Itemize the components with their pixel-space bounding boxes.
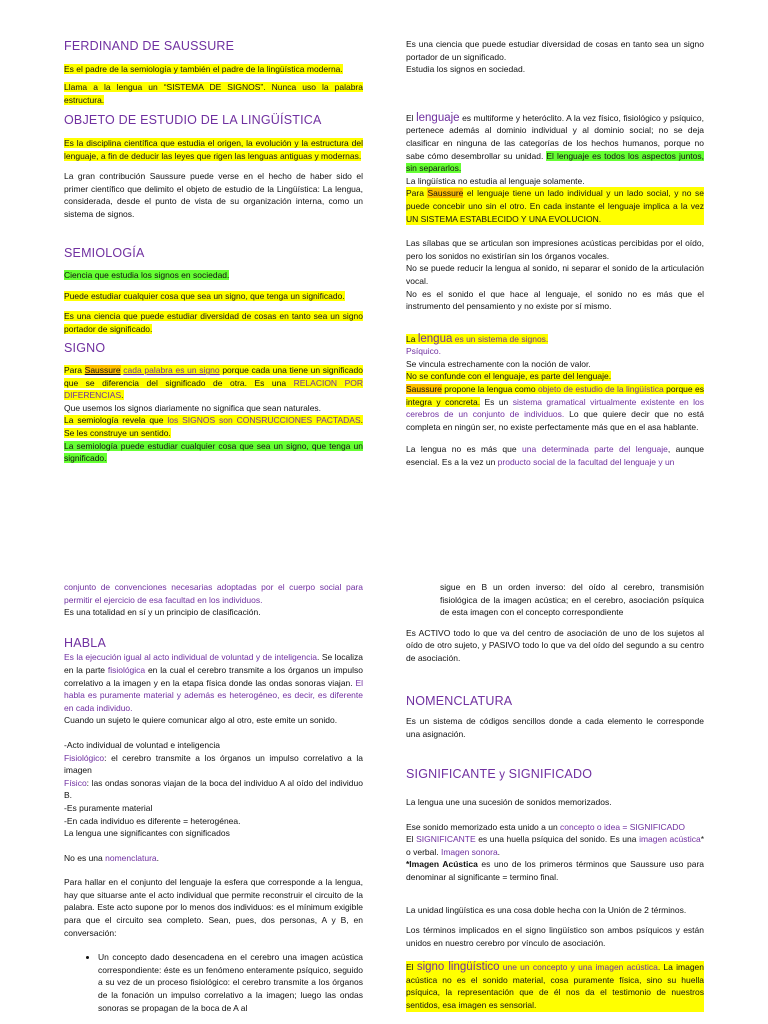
significante-para-5: La unidad lingüística es una cosa doble hecha con la Unión de 2 términos. [406,904,687,915]
significante-para-2: Ese sonido memorizado esta unido a un concepto o idea = SIGNIFICADO [406,821,686,832]
circuito-list-item: • Un concepto dado desencadena en el cerebro una imagen acústica correspondiente: éste es un fenómeno enteramente psíquico, seguido a su vez de un proceso fisiológico: el cerebro transmite a los órganos de la fonación un impulso correlativo a la imagen; luego las ondas sonoras se propagan de la boca de A al [98,951,363,1014]
convenciones-para: conjunto de convenciones necesarias adoptadas por el cuerpo social para permitir el ejercicio de esa facultad en los individuos. [64,582,363,605]
lenguaje-block [406,112,704,225]
sonido-block [406,237,704,313]
habla-item-1: -Acto individual de voluntad e inteligencia [64,739,220,750]
saussure-para-2: Llama a la lengua un “SISTEMA DE SIGNOS”. Nunca uso la palabra estructura. [64,82,363,105]
significante-para-6: Los términos implicados en el signo lingüístico son ambos psíquicos y están unidos en nuestro cerebro por vínculo de asociación. [406,925,704,948]
significante-para-4: *Imagen Acústica es uno de los primeros términos que Saussure uso para denominar al significante = termino final. [406,859,704,882]
lengua-para-4: No se confunde con el lenguaje, es parte del lenguaje. [406,371,612,382]
circuito-continuation: sigue en B un orden inverso: del oído al cerebro, transmisión fisiológica de la imagen acústica; en el cerebro, asociación psíquica de esta imagen con el concepto correspondiente [440,582,704,618]
signo-para-2: Que usemos los signos diariamente no significa que sean naturales. [64,402,322,413]
habla-para-2: Cuando un sujeto le quiere comunicar algo al otro, este emite un sonido. [64,715,338,726]
habla-item-4: -Es puramente material [64,802,153,813]
semiologia-para-2: Puede estudiar cualquier cosa que sea un signo, que tenga un significado. [64,290,345,301]
objeto-para-1: Es la disciplina científica que estudia el origen, la evolución y la estructura del lenguaje, a fin de deducir las leyes que rigen las lenguas antiguas y modernas. [64,137,363,161]
habla-list [64,739,363,840]
signo-para-1: Para Saussure cada palabra es un signo porque cada una tiene un significado que se diferencia del significado de otra. Es una RELACION POR DIFERENCIAS. [64,365,363,401]
lenguaje-para-1: El lenguaje es multiforme y heteróclito. A la vez físico, fisiológico y psíquico, pertenece además al dominio individual y al dominio social; no se deja clasificar en ninguna de las categorías de los hechos humanos, porque no sabe cómo desembrollar su unidad. El lenguaje es todos los aspectos juntos, sin separarlos. [406,111,705,174]
left-bottom-column [64,581,363,1014]
semiologia-para-3: Es una ciencia que puede estudiar diversidad de cosas en tanto sea un signo portador de significado. [64,311,363,334]
heading-significante: SIGNIFICANTE y SIGNIFICADO [406,767,593,782]
heading-objeto: OBJETO DE ESTUDIO DE LA LINGÜÍSTICA [64,113,322,128]
lengua-para-6: La lengua no es más que una determinada parte del lenguaje, aunque esencial. Es a la vez un producto social de la facultad del lenguaje y un [406,444,704,468]
habla-item-6: La lengua une significantes con significados [64,828,230,839]
lengua-para-1: La lengua es un sistema de signos. [406,332,549,345]
right-intro-1: Es una ciencia que puede estudiar diversidad de cosas en tanto sea un signo portador de un significado. [406,39,704,62]
right-intro-2: Estudia los signos en sociedad. [406,64,526,75]
saussure-para-1: Es el padre de la semiología y también el padre de la lingüística moderna. [64,63,343,74]
significante-para-1: La lengua une una sucesión de sonidos memorizados. [406,796,612,807]
significante-para-3: El SIGNIFICANTE es una huella psíquica del sonido. Es una imagen acústica* o verbal. Imagen sonora. [406,834,704,857]
signo-para-3: La semiología revela que los SIGNOS son CONSRUCCIONES PACTADAS. Se les construye un sentido. [64,415,363,439]
semiologia-para-1: Ciencia que estudia los signos en sociedad. [64,270,230,281]
activo-pasivo-para: Es ACTIVO todo lo que va del centro de asociación de uno de los sujetos al oído de otro sujeto, y PASIVO todo lo que va del oído del segundo a su centro de asociación. [406,627,704,663]
objeto-para-2: La gran contribución Saussure puede verse en el hecho de haber sido el primer científico que delimito el objeto de estudio de la Lingüística: La lengua, considerada, desde el punto de vista de su organización interna, como un sistema de signos. [64,171,363,219]
habla-item-2: Fisiológico: el cerebro transmite a los órganos un impulso correlativo a la imagen [64,752,363,776]
circuito-list [64,951,363,1014]
lengua-para-3: Se vincula estrechamente con la noción de valor. [406,358,591,369]
lengua-block [406,333,704,469]
signo-linguistico-para: El signo lingüístico une un concepto y una imagen acústica. La imagen acústica no es el sonido material, cosa puramente física, sino su huella psíquica, la representación que de él nos da el testimonio de nuestros sentidos, esa imagen es sensorial. [406,961,705,1011]
heading-habla: HABLA [64,635,106,650]
lenguaje-para-2: La lingüística no estudia al lenguaje solamente. [406,175,585,186]
signo-para-4: La semiología puede estudiar cualquier cosa que sea un signo, que tenga un significado. [64,440,363,464]
signo-block [64,364,363,465]
right-top-column [406,38,704,469]
habla-item-5: -En cada individuo es diferente = heterogénea. [64,815,241,826]
left-top-column [64,40,363,465]
habla-item-3: Físico: las ondas sonoras viajan de la boca del individuo A al oído del individuo B. [64,777,363,801]
sonido-para-3: No es el sonido el que hace al lenguaje, el sonido no es más que el instrumento del pensamiento y no existe por sí mismo. [406,288,704,312]
heading-saussure: FERDINAND DE SAUSSURE [64,39,235,53]
lenguaje-para-3: Para Saussure el lenguaje tiene un lado individual y un lado social, y no se puede concebir uno sin el otro. En cada instante el lenguaje implica a la vez UN SISTEMA ESTABLECIDO Y UNA EVOLUCION. [406,188,704,224]
lengua-para-2: Psíquico. [406,346,441,357]
nomenclatura-note: No es una nomenclatura. [64,852,160,863]
circuito-para: Para hallar en el conjunto del lenguaje la esfera que corresponde a la lengua, hay que situarse ante el acto individual que permite reconstruir el circuito de la palabra. Este acto supone por lo menos dos individuos: es el mínimum exigible para que el circuito sea completo. Sean, pues, dos personas, A y B, en conversación: [64,877,363,938]
sonido-para-2: No se puede reducir la lengua al sonido, ni separar el sonido de la articulación vocal. [406,263,704,286]
heading-nomenclatura: NOMENCLATURA [406,693,513,708]
heading-semiologia: SEMIOLOGÍA [64,245,145,260]
sonido-para-1: Las sílabas que se articulan son impresiones acústicas percibidas por el oído, pero los sonidos no existirían sin los órganos vocales. [406,238,704,261]
right-bottom-column [406,581,704,1012]
nomenclatura-para: Es un sistema de códigos sencillos donde a cada elemento le corresponde una asignación. [406,716,704,739]
heading-signo: SIGNO [64,340,106,355]
habla-para-1: Es la ejecución igual al acto individual de voluntad y de inteligencia. Se localiza en la parte fisiológica en la cual el cerebro transmite a los órganos un impulso correlativo a la imagen y en la etapa física donde las ondas sonoras viajan. El habla es puramente material y además es heterogéneo, es decir, es diferente en cada individuo. [64,652,363,713]
totalidad-para: Es una totalidad en sí y un principio de clasificación. [64,607,261,618]
lengua-para-5: Saussure propone la lengua como objeto de estudio de la lingüística porque es integra y concreta. Es un sistema gramatical virtualmente existente en los cerebros de un conjunto de individuos. Lo que quiere decir que no está completa en ningún ser, no existe perfectamente más que en el asa hablante. [406,384,704,432]
